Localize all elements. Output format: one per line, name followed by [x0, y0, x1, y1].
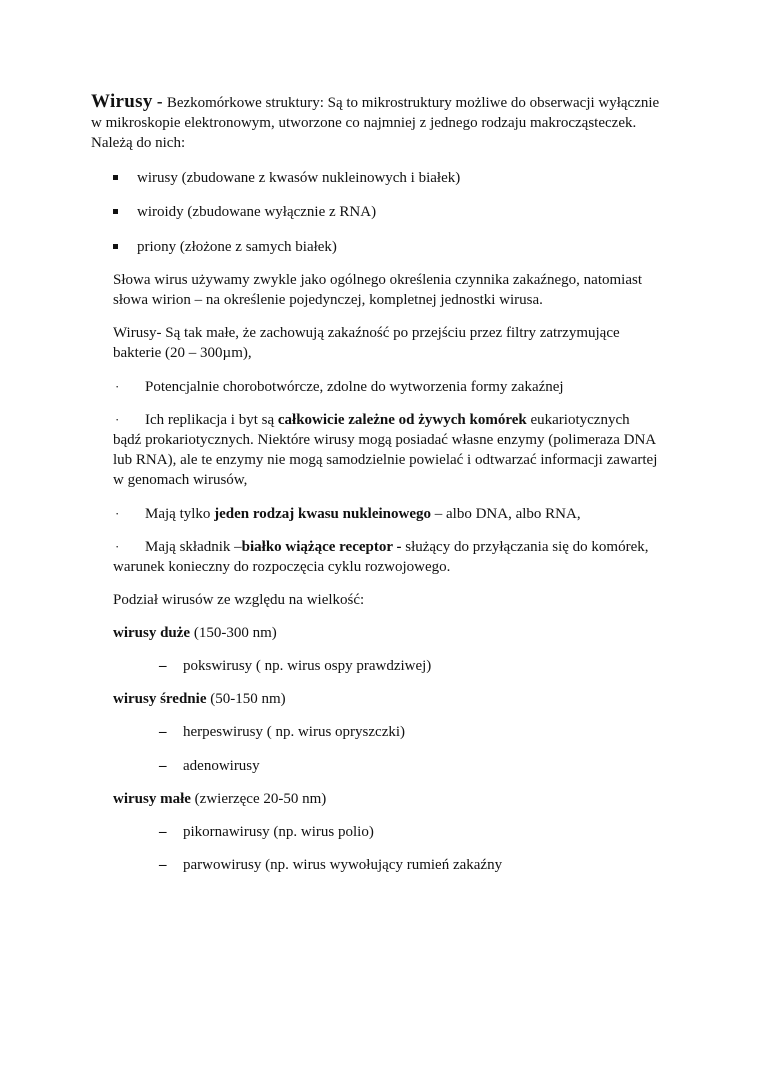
dot-bullet-icon: ·: [115, 412, 120, 427]
feature-2-line-1: [145, 410, 630, 430]
feature-2-text: Ich replikacja i byt są: [145, 412, 278, 428]
dash-bullet-icon: –: [159, 857, 167, 873]
list-item: pokswirusy ( np. wirus ospy prawdziwej): [183, 658, 432, 674]
feature-4-line-1: [145, 537, 648, 557]
list-item: wiroidy (zbudowane wyłącznie z RNA): [137, 204, 377, 220]
title-separator: -: [152, 92, 167, 111]
list-item: pikornawirusy (np. wirus polio): [183, 824, 374, 840]
group-range: (150-300 nm): [190, 625, 277, 641]
feature-2-line-4: w genomach wirusów,: [113, 472, 248, 488]
list-item: herpeswirusy ( np. wirus opryszczki): [183, 724, 406, 740]
feature-3-text-end: – albo DNA, albo RNA,: [431, 506, 581, 522]
classification-heading: Podział wirusów ze względu na wielkość:: [113, 592, 365, 608]
intro-paragraph: [91, 92, 659, 153]
group-name: wirusy duże: [113, 625, 191, 641]
dash-bullet-icon: –: [159, 758, 167, 774]
feature-2-continuation: [113, 430, 657, 490]
definition-line-2: słowa wirion – na określenie pojedynczej, kompletnej jednostki wirusa.: [113, 292, 543, 308]
square-bullet-icon: [113, 209, 118, 214]
square-bullet-icon: [113, 175, 118, 180]
group-medium-heading: [113, 689, 286, 709]
dot-bullet-icon: ·: [115, 379, 120, 394]
list-item: wirusy (zbudowane z kwasów nukleinowych i białek): [137, 170, 461, 186]
square-bullet-icon: [113, 244, 118, 249]
list-item: parwowirusy (np. wirus wywołujący rumień zakaźny: [183, 857, 503, 873]
feature-4-text-end: służący do przyłączania się do komórek,: [401, 539, 649, 555]
intro-line-2: w mikroskopie elektronowym, utworzone co najmniej z jednego rodzaju makrocząsteczek.: [91, 115, 637, 131]
group-large-heading: [113, 623, 277, 643]
dash-bullet-icon: –: [159, 724, 167, 740]
feature-4-line-2: warunek konieczny do rozpoczęcia cyklu rozwojowego.: [113, 559, 451, 575]
feature-2-line-2: bądź prokariotycznych. Niektóre wirusy mogą posiadać własne enzymy (polimeraza DNA: [113, 432, 657, 448]
group-name: wirusy średnie: [113, 691, 207, 707]
dash-bullet-icon: –: [159, 658, 167, 674]
feature-2-bold: całkowicie zależne od żywych komórek: [277, 412, 527, 428]
group-range: (zwierzęce 20-50 nm): [190, 791, 327, 807]
group-name: wirusy małe: [113, 791, 191, 807]
dot-bullet-icon: ·: [115, 506, 120, 521]
doc-title: Wirusy: [91, 91, 153, 112]
size-note-line-2: bakterie (20 – 300µm),: [113, 345, 252, 361]
definition-paragraph: [113, 270, 642, 310]
feature-2-line-3: lub RNA), ale te enzymy nie mogą samodzielnie powielać i odtwarzać informacji zawartej: [113, 452, 658, 468]
feature-3-text: Mają tylko: [145, 506, 215, 522]
feature-4-bold: białko wiążące receptor -: [241, 539, 402, 555]
definition-line-1: Słowa wirus używamy zwykle jako ogólnego określenia czynnika zakaźnego, natomiast: [113, 272, 643, 288]
group-range: (50-150 nm): [206, 691, 286, 707]
list-item: priony (złożone z samych białek): [137, 239, 337, 255]
dash-bullet-icon: –: [159, 824, 167, 840]
intro-line-3: Należą do nich:: [91, 135, 186, 151]
dot-bullet-icon: ·: [115, 539, 120, 554]
feature-1: Potencjalnie chorobotwórcze, zdolne do wytworzenia formy zakaźnej: [145, 379, 564, 395]
size-note-paragraph: [113, 323, 620, 363]
group-small-heading: [113, 789, 326, 809]
feature-4-text: Mają składnik –: [145, 539, 242, 555]
feature-3: [145, 504, 581, 524]
feature-2-text-end: eukariotycznych: [526, 412, 630, 428]
intro-line-1: Bezkomórkowe struktury: Są to mikrostruktury możliwe do obserwacji wyłącznie: [166, 95, 660, 111]
list-item: adenowirusy: [183, 758, 260, 774]
feature-3-bold: jeden rodzaj kwasu nukleinowego: [214, 506, 431, 522]
size-note-line-1: Wirusy- Są tak małe, że zachowują zakaźność po przejściu przez filtry zatrzymujące: [113, 325, 620, 341]
